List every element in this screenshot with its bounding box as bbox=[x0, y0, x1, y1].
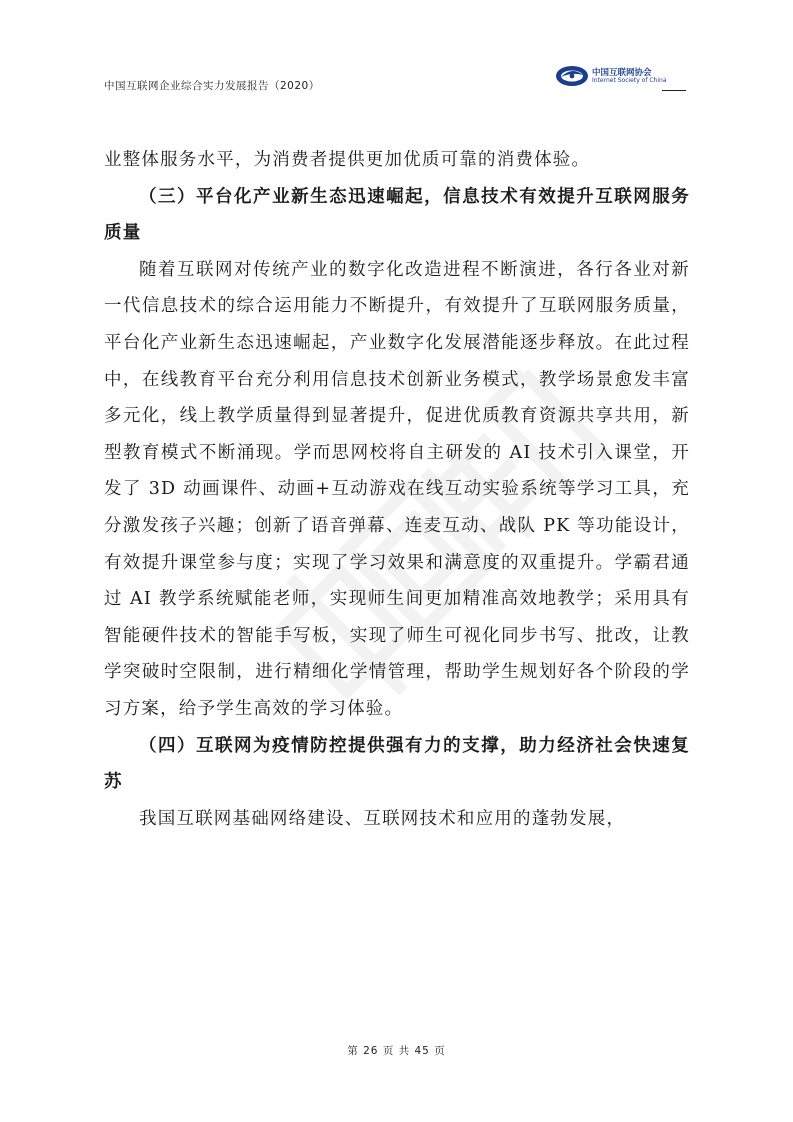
isc-logo bbox=[554, 64, 688, 92]
document-body bbox=[104, 142, 690, 837]
section-heading-3: （三）平台化产业新生态迅速崛起，信息技术有效提升互联网服务质量 bbox=[104, 186, 690, 244]
isc-emblem-icon bbox=[554, 64, 590, 88]
paragraph-platform-ecosystem: 随着互联网对传统产业的数字化改造进程不断演进，各行各业对新一代信息技术的综合运用能力不断提升，有效提升了互联网服务质量，平台化产业新生态迅速崛起，产业数字化发展潜能逐步释放。在此过程中，在线教育平台充分利用信息技术创新业务模式，教学场景愈发丰富多元化，线上教学质量得到显著提升，促进优质教育资源共享共用，新型教育模式不断涌现。学而思网校将自主研发的 AI 技术引入课堂，开发了 3D 动画课件、动画+互动游戏在线互动实验系统等学习工具，充分激发孩子兴趣；创新了语音弹幕、连麦互动、战队 PK 等功能设计，有效提升课堂参与度；实现了学习效果和满意度的双重提升。学霸君通过 AI 教学系统赋能老师，实现师生间更加精准高效地教学；采用具有智能硬件技术的智能手写板，实现了师生可视化同步书写、批改，让教学突破时空限制，进行精细化学情管理，帮助学生规划好各个阶段的学习方案，给予学生高效的学习体验。 bbox=[104, 259, 690, 719]
paragraph-continuation: 业整体服务水平，为消费者提供更加优质可靠的消费体验。 bbox=[104, 150, 591, 170]
page-header bbox=[104, 58, 688, 98]
report-title: 中国互联网企业综合实力发展报告（2020） bbox=[104, 80, 320, 92]
page-number: 第 26 页 共 45 页 bbox=[347, 1045, 446, 1057]
logo-chinese-text: 中国互联网协会 bbox=[592, 68, 652, 78]
section-heading-4: （四）互联网为疫情防控提供强有力的支撑，助力经济社会快速复苏 bbox=[104, 735, 690, 793]
header-rule bbox=[662, 90, 686, 91]
logo-english-text: Internet Society of China bbox=[592, 77, 667, 84]
paragraph-infrastructure: 我国互联网基础网络建设、互联网技术和应用的蓬勃发展， bbox=[139, 808, 626, 829]
